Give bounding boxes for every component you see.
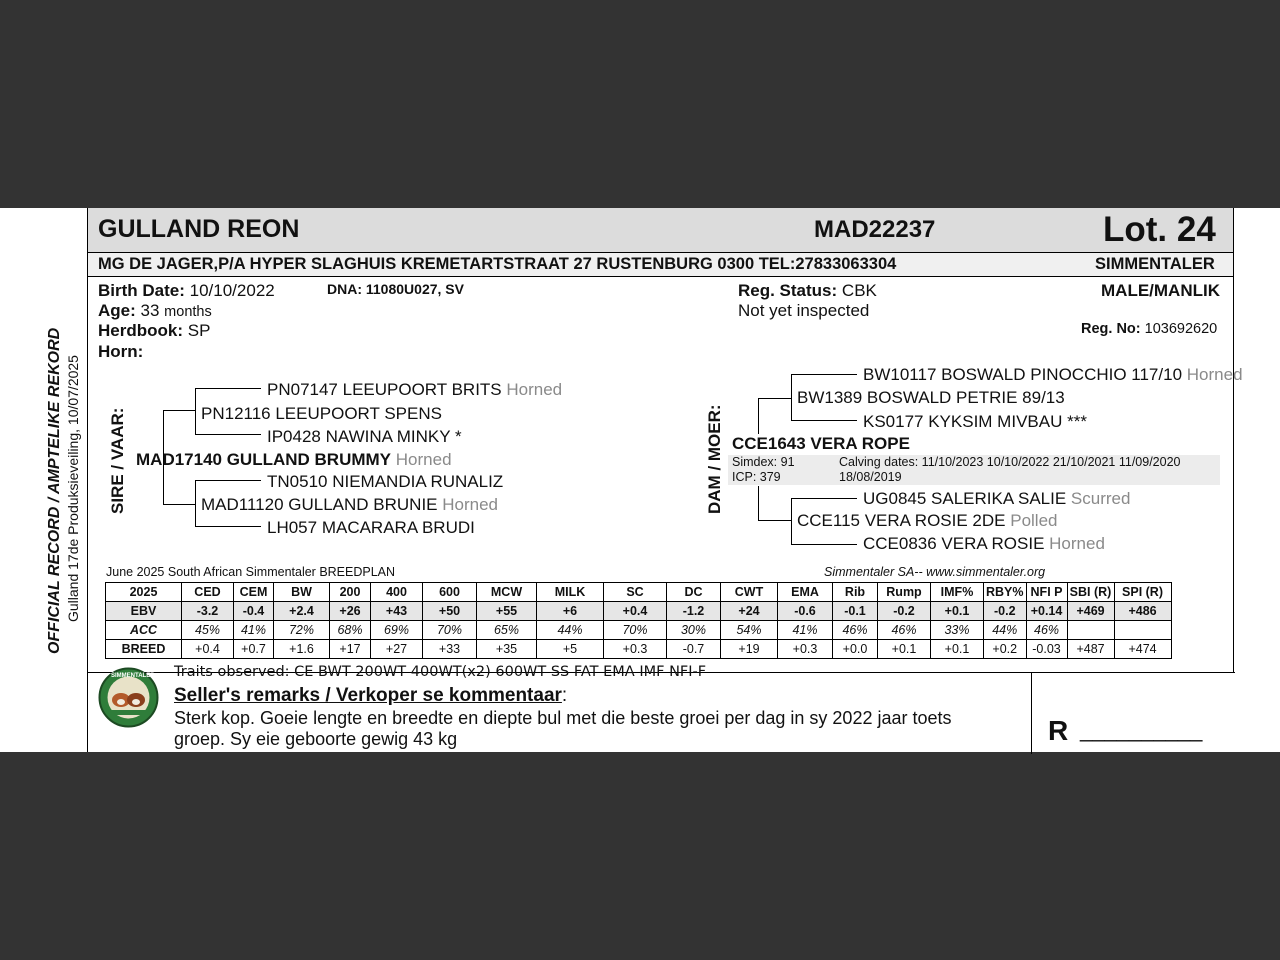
sex: MALE/MANLIK <box>1101 281 1220 300</box>
table-cell: +35 <box>477 640 537 659</box>
table-cell: 72% <box>274 621 330 640</box>
table-cell: +0.4 <box>604 602 667 621</box>
table-cell: EMA <box>778 583 833 602</box>
table-header-row <box>106 583 1172 602</box>
reg-number: Reg. No: 103692620 <box>1081 321 1218 337</box>
seller-info: MG DE JAGER,P/A HYPER SLAGHUIS KREMETARTSTRAAT 27 RUSTENBURG 0300 TEL:27833063304 <box>98 255 897 273</box>
table-cell: 200 <box>330 583 371 602</box>
registration-id: MAD22237 <box>814 216 936 243</box>
calving-dates: Calving dates: 11/10/2023 10/10/2022 21/10/2021 11/09/2020 <box>839 455 1181 469</box>
dam-sire: BW1389 BOSWALD PETRIE 89/13 <box>797 388 1065 407</box>
table-cell: +5 <box>537 640 604 659</box>
table-cell: 44% <box>537 621 604 640</box>
breedplan-website: Simmentaler SA-- www.simmentaler.org <box>824 565 1046 579</box>
table-cell: -0.1 <box>833 602 878 621</box>
table-cell: -0.03 <box>1026 640 1067 659</box>
table-cell: +0.0 <box>833 640 878 659</box>
reg-status: Reg. Status: CBK <box>738 281 877 300</box>
table-cell: 400 <box>371 583 423 602</box>
row-label-cell: BREED <box>106 640 182 659</box>
table-cell <box>1067 621 1114 640</box>
table-cell: +0.7 <box>234 640 274 659</box>
table-cell: +0.4 <box>182 640 234 659</box>
official-record-label: OFFICIAL RECORD / AMPTELIKE REKORD <box>46 327 63 654</box>
table-cell: -0.2 <box>878 602 931 621</box>
table-cell: 45% <box>182 621 234 640</box>
table-cell: NFI P <box>1026 583 1067 602</box>
dam-sire-sire: BW10117 BOSWALD PINOCCHIO 117/10 Horned <box>863 365 1243 384</box>
bottom-left-border <box>87 673 88 752</box>
table-cell: +2.4 <box>274 602 330 621</box>
table-cell: 54% <box>721 621 778 640</box>
table-cell: 44% <box>984 621 1027 640</box>
breedplan-table <box>105 582 1172 659</box>
age: Age: 33 months <box>98 301 212 320</box>
table-cell <box>1114 621 1171 640</box>
sire-name: MAD17140 GULLAND BRUMMY Horned <box>136 450 452 469</box>
price-currency: R <box>1048 715 1069 746</box>
table-cell: +24 <box>721 602 778 621</box>
table-cell: CEM <box>234 583 274 602</box>
table-cell: +0.1 <box>878 640 931 659</box>
dam-dam-sire: UG0845 SALERIKA SALIE Scurred <box>863 489 1131 508</box>
remarks-heading: Seller's remarks / Verkoper se kommentaar: <box>174 685 568 706</box>
table-cell: 41% <box>778 621 833 640</box>
table-cell: 69% <box>371 621 423 640</box>
table-cell: MILK <box>537 583 604 602</box>
remarks-line-1: Sterk kop. Goeie lengte en breedte en diepte bul met die beste groei per dag in sy 2022 jaar toets <box>174 708 952 728</box>
dna-info: DNA: 11080U027, SV <box>327 281 464 297</box>
sire-dam: MAD11120 GULLAND BRUNIE Horned <box>201 495 499 514</box>
remarks-line-2: groep. Sy eie geboorte gewig 43 kg <box>174 729 458 749</box>
table-cell: SC <box>604 583 667 602</box>
table-cell: +0.1 <box>931 640 984 659</box>
table-cell: -1.2 <box>667 602 721 621</box>
simdex: Simdex: 91 <box>732 455 795 469</box>
table-cell: +33 <box>423 640 477 659</box>
dam-label: DAM / MOER: <box>705 404 724 514</box>
table-cell: Rib <box>833 583 878 602</box>
table-cell: -0.7 <box>667 640 721 659</box>
birth-date: Birth Date: 10/10/2022 <box>98 281 275 300</box>
lot-card <box>0 208 1280 752</box>
table-cell: Rump <box>878 583 931 602</box>
sire-label: SIRE / VAAR: <box>108 407 127 514</box>
table-cell: -0.4 <box>234 602 274 621</box>
table-cell: CED <box>182 583 234 602</box>
table-cell: +6 <box>537 602 604 621</box>
inspection-status: Not yet inspected <box>738 301 870 320</box>
dam-sire-dam: KS0177 KYKSIM MIVBAU *** <box>863 412 1087 431</box>
logo-text: SIMMENTALER <box>111 673 155 679</box>
table-cell: 70% <box>604 621 667 640</box>
table-cell: -0.6 <box>778 602 833 621</box>
table-cell: SBI (R) <box>1067 583 1114 602</box>
row-label-cell: 2025 <box>106 583 182 602</box>
accuracy-row <box>106 621 1172 640</box>
sire-sire-sire: PN07147 LEEUPOORT BRITS Horned <box>267 380 563 399</box>
sire-dam-sire: TN0510 NIEMANDIA RUNALIZ <box>267 472 504 491</box>
table-cell: 46% <box>833 621 878 640</box>
table-cell: 68% <box>330 621 371 640</box>
sale-label: Gulland 17de Produksieveiling, 10/07/2025 <box>65 355 81 622</box>
table-cell: +0.3 <box>604 640 667 659</box>
price-blank: __________ <box>1080 717 1203 742</box>
sire-sire-dam: IP0428 NAWINA MINKY * <box>267 427 462 446</box>
table-cell: 33% <box>931 621 984 640</box>
table-cell: SPI (R) <box>1114 583 1171 602</box>
table-cell: DC <box>667 583 721 602</box>
table-cell: +26 <box>330 602 371 621</box>
breedplan-title: June 2025 South African Simmentaler BREEDPLAN <box>106 565 396 579</box>
table-cell: +27 <box>371 640 423 659</box>
table-cell: +474 <box>1114 640 1171 659</box>
table-cell: BW <box>274 583 330 602</box>
table-cell: +486 <box>1114 602 1171 621</box>
sire-dam-dam: LH057 MACARARA BRUDI <box>267 518 475 537</box>
table-cell: +1.6 <box>274 640 330 659</box>
table-cell: IMF% <box>931 583 984 602</box>
dam-name: CCE1643 VERA ROPE <box>732 434 910 453</box>
table-cell: +0.3 <box>778 640 833 659</box>
table-cell: +469 <box>1067 602 1114 621</box>
dam-lower-bracket <box>758 486 759 520</box>
horn-label: Horn: <box>98 342 144 361</box>
icp: ICP: 379 <box>732 470 781 484</box>
table-cell: CWT <box>721 583 778 602</box>
row-label-cell: EBV <box>106 602 182 621</box>
table-cell: +17 <box>330 640 371 659</box>
table-cell: +55 <box>477 602 537 621</box>
table-cell: +19 <box>721 640 778 659</box>
price-box[interactable] <box>1031 672 1235 754</box>
breed-name: SIMMENTALER <box>1095 255 1215 273</box>
lot-number: Lot. 24 <box>1103 210 1216 249</box>
table-cell: -0.2 <box>984 602 1027 621</box>
row-label-cell: ACC <box>106 621 182 640</box>
traits-observed: Traits observed: CE BWT 200WT 400WT(x2) 600WT SS FAT EMA IMF NFI-F <box>174 664 707 680</box>
dam-upper-bracket <box>758 398 759 434</box>
table-cell: +43 <box>371 602 423 621</box>
table-cell: -3.2 <box>182 602 234 621</box>
herdbook: Herdbook: SP <box>98 321 211 340</box>
table-cell: 600 <box>423 583 477 602</box>
table-cell: 41% <box>234 621 274 640</box>
table-cell: +0.1 <box>931 602 984 621</box>
table-cell: 30% <box>667 621 721 640</box>
table-cell: MCW <box>477 583 537 602</box>
sire-sire: PN12116 LEEUPOORT SPENS <box>201 404 442 423</box>
table-cell: +0.14 <box>1026 602 1067 621</box>
table-cell: 70% <box>423 621 477 640</box>
ebv-row <box>106 602 1172 621</box>
breed-average-row <box>106 640 1172 659</box>
calving-dates-cont: 18/08/2019 <box>839 470 902 484</box>
table-cell: +50 <box>423 602 477 621</box>
table-cell: +0.2 <box>984 640 1027 659</box>
animal-name: GULLAND REON <box>98 215 300 243</box>
dam-dam-dam: CCE0836 VERA ROSIE Horned <box>863 534 1105 553</box>
table-cell: 65% <box>477 621 537 640</box>
simmentaler-logo-icon <box>98 667 159 728</box>
table-cell: RBY% <box>984 583 1027 602</box>
dam-dam: CCE115 VERA ROSIE 2DE Polled <box>797 511 1058 530</box>
table-cell: +487 <box>1067 640 1114 659</box>
table-cell: 46% <box>1026 621 1067 640</box>
table-cell: 46% <box>878 621 931 640</box>
